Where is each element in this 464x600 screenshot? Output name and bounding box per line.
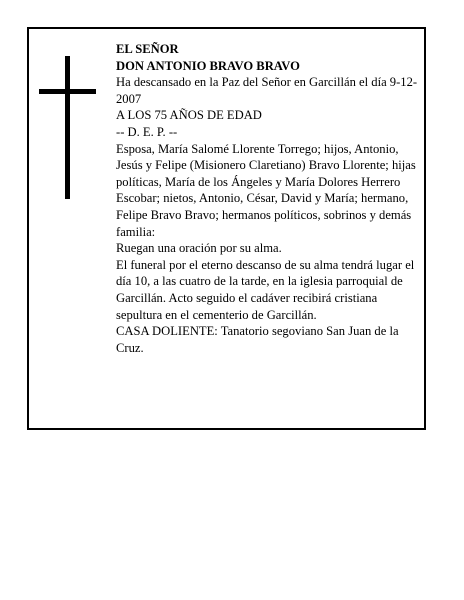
prayer-request: Ruegan una oración por su alma. [116, 241, 282, 256]
funeral-info: El funeral por el eterno descanso de su alma tendrá lugar el día 10, a las cuatro de la tarde, en la iglesia parroquial de Garcillán. Acto seguido el cadáver recibirá cristiana sepultura en el cementerio de Garcillán. [116, 257, 415, 322]
cross-horizontal-bar [39, 89, 96, 94]
family-list: Esposa, María Salomé Llorente Torrego; hijos, Antonio, Jesús y Felipe (Misionero Claretiano) Bravo Llorente; hijas políticas, María de los Ángeles y María Dolores Herrero Escobar; nietos, Antonio, César, David y María; hermano, Felipe Bravo Bravo; hermanos políticos, sobrinos y demás familia: [116, 141, 416, 239]
age: A LOS 75 AÑOS DE EDAD [116, 108, 262, 123]
death-notice: Ha descansado en la Paz del Señor en Garcillán el día 9-12-2007 [116, 75, 418, 106]
title: EL SEÑOR [116, 42, 179, 56]
cross-vertical-bar [65, 56, 70, 199]
rip-line: -- D. E. P. -- [116, 124, 178, 139]
obituary-notice [27, 27, 426, 430]
cross-icon [39, 56, 96, 199]
obituary-text [116, 41, 421, 356]
mourning-house: CASA DOLIENTE: Tanatorio segoviano San Juan de la Cruz. [116, 324, 399, 355]
deceased-name: DON ANTONIO BRAVO BRAVO [116, 58, 300, 73]
